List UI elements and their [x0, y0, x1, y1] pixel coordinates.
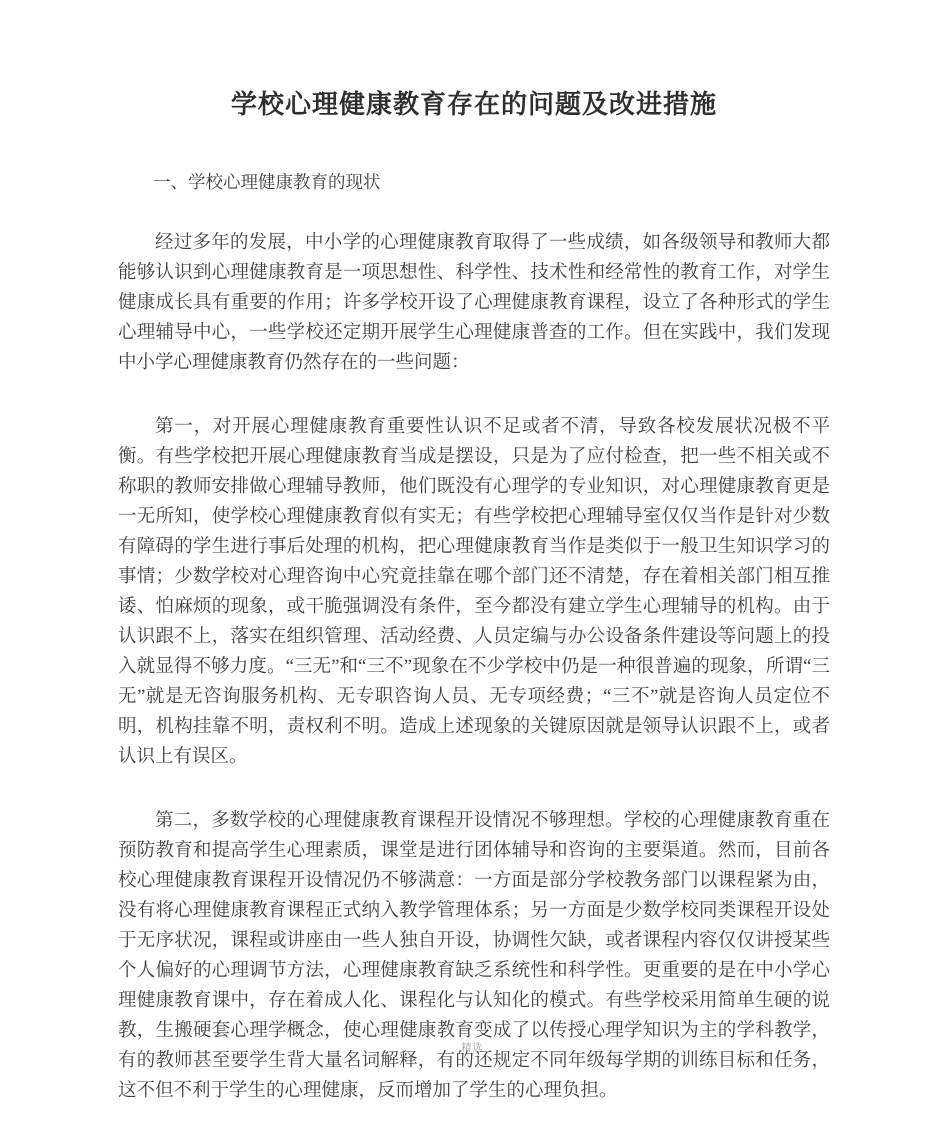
paragraph-problem-two: 第二，多数学校的心理健康教育课程开设情况不够理想。学校的心理健康教育重在预防教育和提高学生心理素质，课堂是进行团体辅导和咨询的主要渠道。然而，目前各校心理健康教育课程开设情况仍不够满意：一方面是部分学校教务部门以课程紧为由，没有将心理健康教育课程正式纳入教学管理体系；另一方面是少数学校同类课程开设处于无序状况，课程或讲座由一些人独自开设，协调性欠缺，或者课程内容仅仅讲授某些个人偏好的心理调节方法，心理健康教育缺乏系统性和科学性。更重要的是在中小学心理健康教育课中，存在着成人化、课程化与认知化的模式。有些学校采用简单生硬的说教，生搬硬套心理学概念，使心理健康教育变成了以传授心理学知识为主的学科教学，有的教师甚至要学生背大量名词解释，有的还规定不同年级每学期的训练目标和任务，这不但不利于学生的心理健康，反而增加了学生的心理负担。 — [118, 811, 830, 1101]
footer-watermark: 精选 — [461, 1043, 484, 1054]
paragraph-current-status: 经过多年的发展，中小学的心理健康教育取得了一些成绩，如各级领导和教师大都能够认识到心理健康教育是一项思想性、科学性、技术性和经常性的教育工作，对学生健康成长具有重要的作用；许多学校开设了心理健康教育课程，设立了各种形式的学生心理辅导中心，一些学校还定期开展学生心理健康普查的工作。但在实践中，我们发现中小学心理健康教育仍然存在的一些问题： — [118, 233, 830, 373]
section-heading: 一、学校心理健康教育的现状 — [153, 172, 381, 192]
document-title: 学校心理健康教育存在的问题及改进措施 — [230, 90, 717, 119]
paragraph-problem-one: 第一，对开展心理健康教育重要性认识不足或者不清，导致各校发展状况极不平衡。有些学校把开展心理健康教育当成是摆设，只是为了应付检查，把一些不相关或不称职的教师安排做心理辅导教师，他们既没有心理学的专业知识，对心理健康教育更是一无所知，使学校心理健康教育似有实无；有些学校把心理辅导室仅仅当作是针对少数有障碍的学生进行事后处理的机构，把心理健康教育当作是类似于一般卫生知识学习的事情；少数学校对心理咨询中心究竟挂靠在哪个部门还不清楚，存在着相关部门相互推诿、怕麻烦的现象，或干脆强调没有条件，至今都没有建立学生心理辅导的机构。由于认识跟不上，落实在组织管理、活动经费、人员定编与办公设备条件建设等问题上的投入就显得不够力度。“三无”和“三不”现象在不少学校中仍是一种很普遍的现象，所谓“三无”就是无咨询服务机构、无专职咨询人员、无专项经费；“三不”就是咨询人员定位不明，机构挂靠不明，责权利不明。造成上述现象的关键原因就是领导认识跟不上，或者认识上有误区。 — [118, 417, 830, 767]
document-body — [118, 228, 830, 1106]
